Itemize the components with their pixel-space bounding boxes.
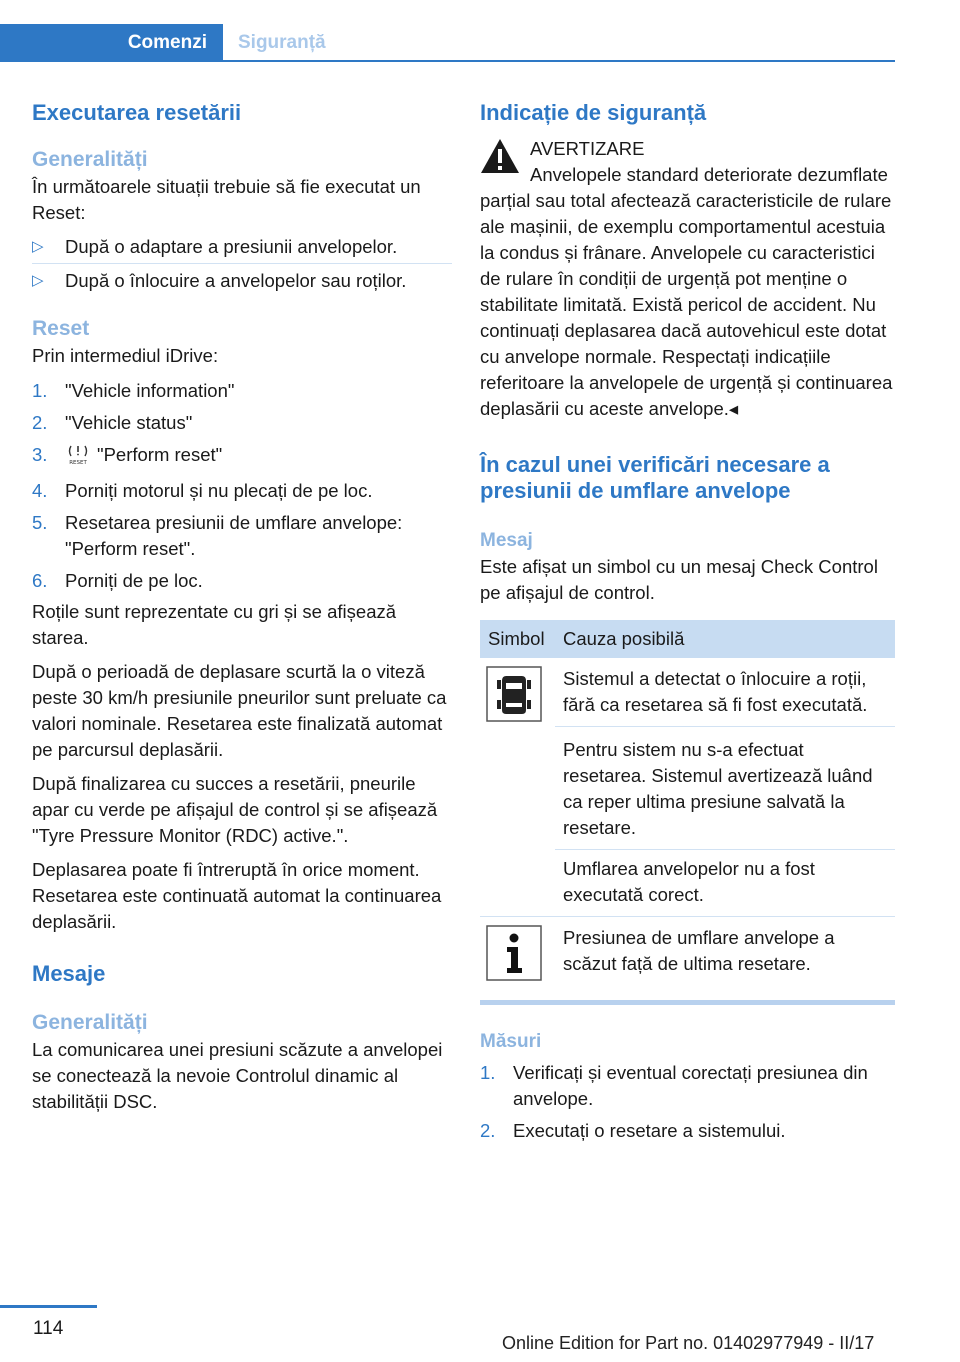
reset-intro: Prin intermediul iDrive:: [32, 345, 219, 366]
list-item: 6. Porniți de pe loc.: [32, 570, 203, 591]
paragraph: Roțile sunt reprezentate cu gri și se afișează starea.: [32, 601, 397, 648]
header-tabs: [0, 24, 895, 62]
paragraph: Deplasarea poate fi întreruptă în orice moment. Resetarea este continuată automat la continuarea deplasării.: [32, 859, 442, 932]
general-heading: Generalități: [32, 148, 148, 171]
svg-text:RESET: RESET: [69, 460, 87, 465]
list-item: 1. Verificați și eventual corectați presiunea din anvelope.: [480, 1062, 868, 1109]
paragraph: După finalizarea cu succes a resetării, pneurile apar cu verde pe afișajul de control și se afișează "Tyre Pressure Monitor (RDC) active.".: [32, 773, 438, 846]
tab-comenzi[interactable]: Comenzi: [0, 24, 223, 62]
symbol-table: [480, 620, 895, 996]
list-item: 2. "Vehicle status": [32, 412, 193, 433]
check-heading: În cazul unei verificări necesare a presiunii de umflare anvelope: [480, 452, 830, 503]
cause-cell: Presiunea de umflare anvelope a scăzut față de ultima resetare.: [555, 917, 895, 997]
triangle-right-icon: ▷: [32, 238, 44, 255]
table-header-row: [480, 620, 895, 658]
tab-siguranta[interactable]: Siguranță: [238, 32, 326, 53]
edition-text: Online Edition for Part no. 01402977949 - II/17: [502, 1333, 875, 1353]
messages-heading: Mesaje: [32, 961, 106, 986]
warning-text: Anvelopele standard deteriorate dezumflate parțial sau total afectează caracteristicile de rulare ale mașinii, de exemplu comportamentul acestuia la condus și frânare. Anvelopele cu caracteristici de rulare în condiții de urgență pot menține o stabilitate limitată. Există pericol de accident. Nu continuați deplasarea dacă autovehicul este dotat cu anvelope normale. Respectați indicațiile referitoare la anvelopele de urgență și continuarea deplasării cu aceste anvelope.◂: [480, 164, 893, 419]
bullet-list: [32, 230, 452, 297]
info-icon: [486, 964, 542, 985]
symbol-cell: [480, 658, 555, 917]
cause-cell: Pentru sistem nu s-a efectuat resetarea. Sistemul avertizează luând ca reper ultima presiune salvată la resetare.: [555, 727, 895, 850]
symbol-cell: [480, 917, 555, 997]
messages-text: La comunicarea unei presiuni scăzute a anvelopei se conectează la nevoie Controlul dinamic al stabilității DSC.: [32, 1039, 443, 1112]
list-item: 5. Resetarea presiunii de umflare anvelope: "Perform reset".: [32, 512, 403, 559]
warning-block: [480, 136, 895, 162]
paragraph: După o perioadă de deplasare scurtă la o viteză peste 30 km/h presiunile pneurilor sunt preluate ca valori nominale. Resetarea este finalizată automat pe parcursul deplasării.: [32, 661, 447, 760]
col-symbol-header: Simbol: [480, 620, 555, 658]
table-row: [480, 658, 895, 727]
page-number: 114: [33, 1318, 64, 1339]
tire-reset-icon: [65, 443, 91, 472]
table-row: [480, 917, 895, 997]
cause-cell: Umflarea anvelopelor nu a fost executată corect.: [555, 850, 895, 917]
warning-label: AVERTIZARE: [530, 138, 645, 159]
warning-triangle-icon: [480, 138, 520, 179]
list-item: 3. RESET "Perform reset": [32, 439, 452, 475]
list-item: 2. Executați o resetare a sistemului.: [480, 1120, 786, 1141]
right-column: [480, 98, 895, 1147]
safety-heading: Indicație de siguranță: [480, 100, 707, 125]
measures-list: [480, 1057, 895, 1147]
general-intro: În următoarele situații trebuie să fie executat un Reset:: [32, 176, 421, 223]
messages-general-heading: Generalități: [32, 1011, 148, 1034]
reset-heading: Reset: [32, 317, 90, 340]
footer-rule: [0, 1305, 97, 1308]
message-text: Este afișat un simbol cu un mesaj Check Control pe afișajul de control.: [480, 556, 878, 603]
table-bottom-rule: [480, 1000, 895, 1005]
list-item: ▷ După o adaptare a presiunii anvelopelor.: [32, 230, 452, 264]
measures-heading: Măsuri: [480, 1031, 542, 1052]
left-column: [32, 98, 452, 1115]
col-cause-header: Cauza posibilă: [555, 620, 895, 658]
triangle-right-icon: ▷: [32, 272, 44, 289]
message-heading: Mesaj: [480, 530, 533, 551]
list-item: 1. "Vehicle information": [32, 380, 235, 401]
section-title: Executarea resetării: [32, 100, 242, 125]
list-item: ▷ După o înlocuire a anvelopelor sau roților.: [32, 264, 452, 297]
car-wheels-icon: [486, 705, 542, 726]
cause-cell: Sistemul a detectat o înlocuire a roții, fără ca resetarea să fi fost executată.: [563, 668, 868, 715]
reset-steps: [32, 375, 452, 597]
list-item: 4. Porniți motorul și nu plecați de pe loc.: [32, 480, 373, 501]
